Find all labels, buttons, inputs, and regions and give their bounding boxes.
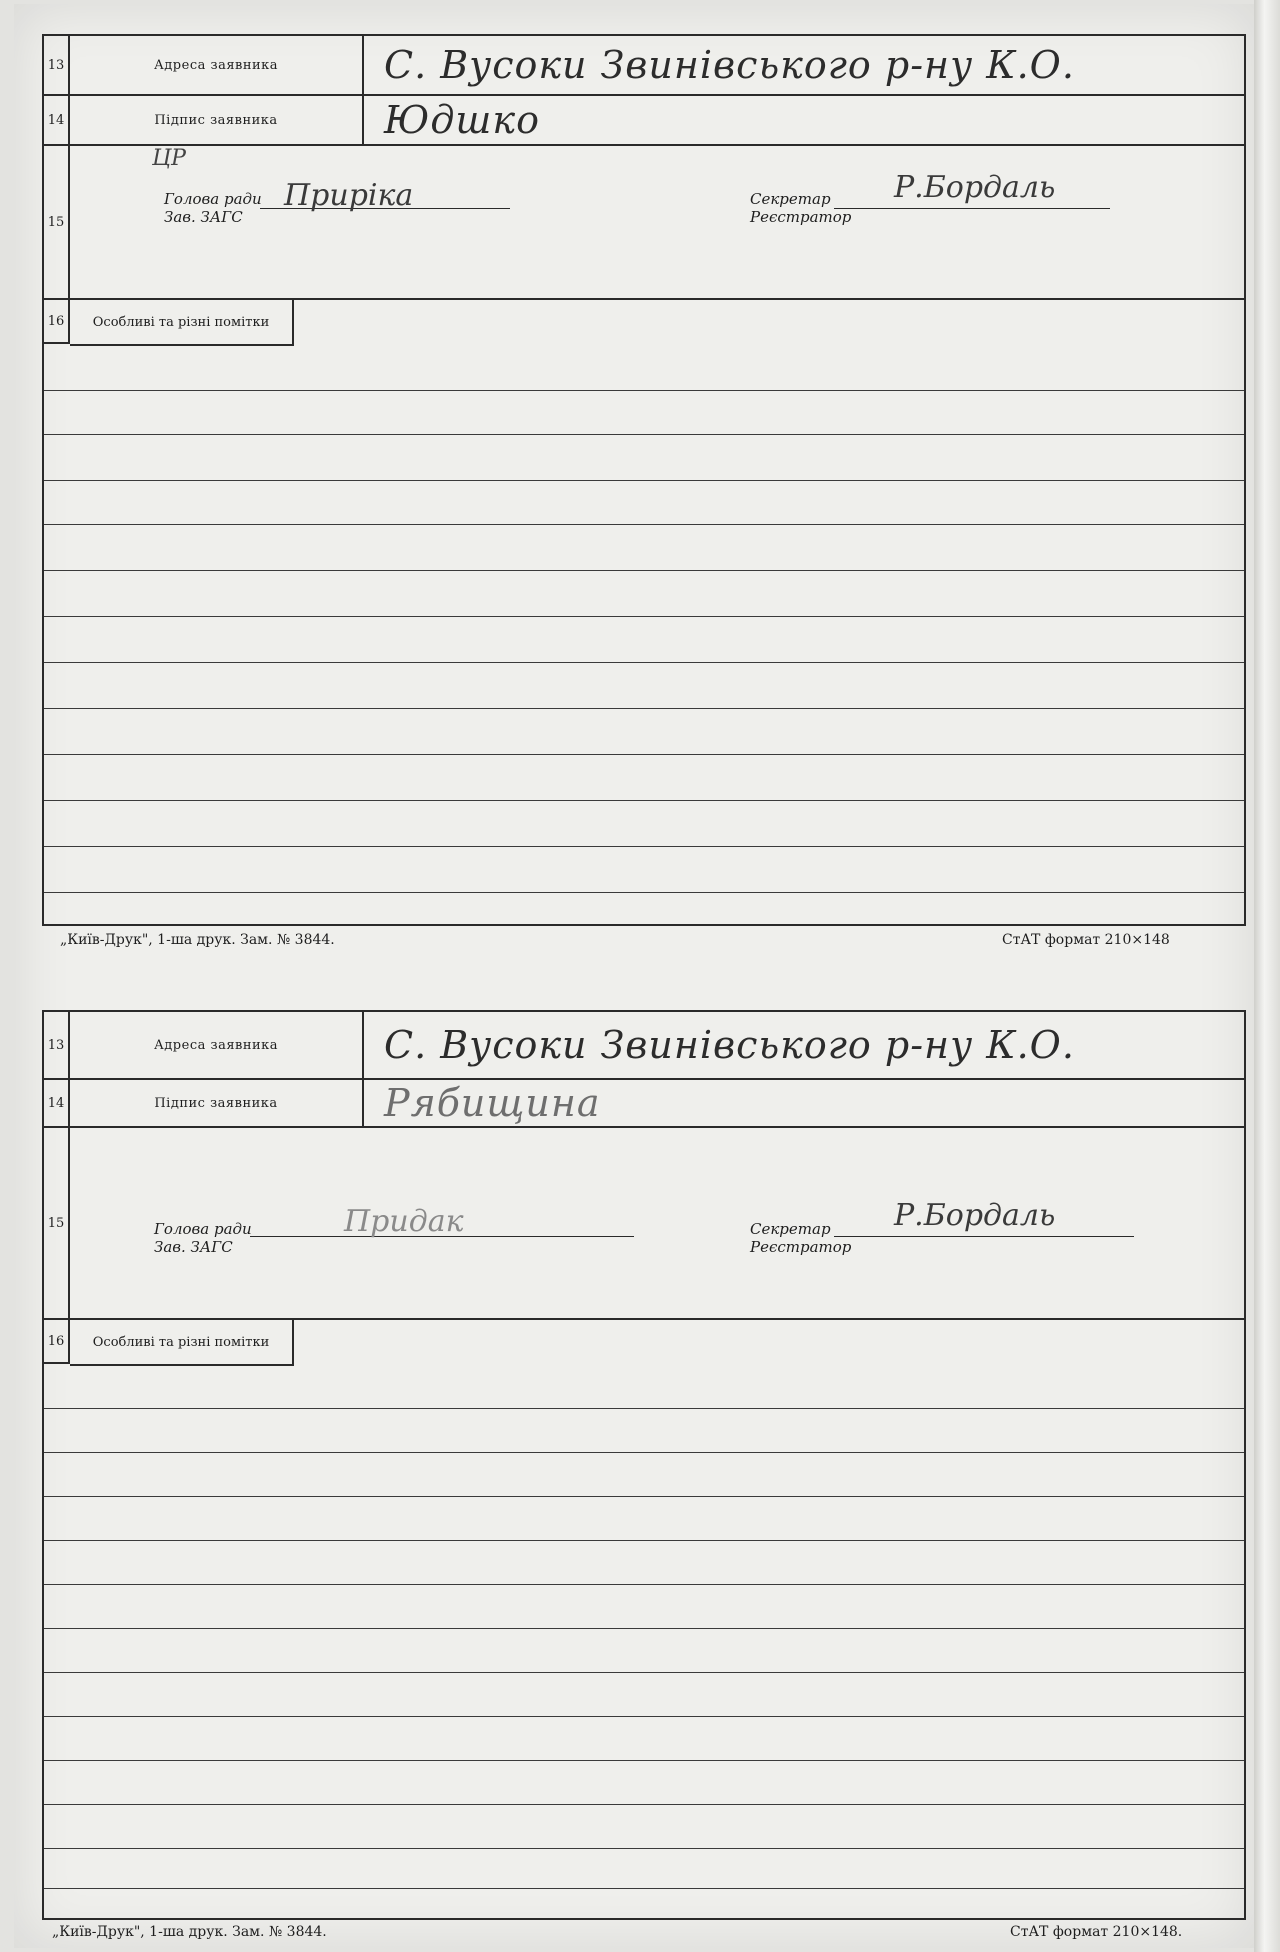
row-number: 13 (44, 36, 70, 94)
remarks-label: Особливі та різні помітки (70, 1320, 294, 1366)
address-value: С. Вусоки Звинівського р-ну К.О. (384, 1023, 1075, 1067)
row-number: 16 (44, 300, 70, 344)
remarks-line (44, 1848, 1244, 1849)
registry-head-label: Зав. ЗАГС (154, 1238, 233, 1256)
applicant-signature-label: Підпис заявника (70, 1080, 364, 1126)
secretary-label: Секретар (750, 190, 831, 208)
remarks-line (44, 754, 1244, 755)
handwritten-mark: ЦР (152, 146, 186, 171)
secretary-title (750, 1220, 851, 1256)
applicant-signature-row (44, 96, 1244, 146)
officials-row (44, 1128, 1244, 1320)
address-row (44, 1012, 1244, 1080)
applicant-signature-label: Підпис заявника (70, 96, 364, 144)
secretary-signature: Р.Бордаль (894, 170, 1056, 205)
remarks-line (44, 846, 1244, 847)
printer-imprint: „Київ-Друк", 1-ша друк. Зам. № 3844. (52, 1924, 327, 1940)
applicant-signature: Юдшко (384, 98, 540, 142)
registrar-label: Реєстратор (750, 1238, 852, 1256)
secretary-signature-line (834, 1236, 1134, 1237)
remarks-line (44, 892, 1244, 893)
remarks-line (44, 1584, 1244, 1585)
remarks-line (44, 390, 1244, 391)
applicant-signature-row (44, 1080, 1244, 1128)
registry-head-label: Зав. ЗАГС (164, 208, 243, 226)
head-signature: Придак (344, 1204, 464, 1239)
remarks-line (44, 480, 1244, 481)
applicant-signature: Рябищина (384, 1081, 601, 1125)
row-number: 15 (44, 146, 70, 298)
remarks-line (44, 1804, 1244, 1805)
address-row (44, 36, 1244, 96)
head-title (164, 190, 262, 226)
row-number: 13 (44, 1012, 70, 1078)
remarks-line (44, 1888, 1244, 1889)
remarks-line (44, 1716, 1244, 1717)
row-number: 14 (44, 1080, 70, 1126)
address-label: Адреса заявника (70, 36, 364, 94)
secretary-signature-line (834, 208, 1110, 209)
row-number: 16 (44, 1320, 70, 1364)
remarks-line (44, 1452, 1244, 1453)
remarks-line (44, 1672, 1244, 1673)
printer-imprint: „Київ-Друк", 1-ша друк. Зам. № 3844. (60, 932, 335, 948)
remarks-line (44, 524, 1244, 525)
remarks-line (44, 1408, 1244, 1409)
remarks-line (44, 1540, 1244, 1541)
remarks-line (44, 662, 1244, 663)
remarks-line (44, 570, 1244, 571)
remarks-line (44, 1628, 1244, 1629)
form-format: СтАТ формат 210×148 (1002, 932, 1170, 948)
form-format: СтАТ формат 210×148. (1010, 1924, 1183, 1940)
secretary-label: Секретар (750, 1220, 831, 1238)
row-number: 14 (44, 96, 70, 144)
head-signature: Приріка (284, 178, 414, 213)
head-label: Голова ради (164, 190, 262, 208)
record-form-1 (42, 34, 1246, 926)
officials-row (44, 146, 1244, 300)
head-title (154, 1220, 252, 1256)
remarks-line (44, 434, 1244, 435)
address-label: Адреса заявника (70, 1012, 364, 1078)
remarks-line (44, 616, 1244, 617)
secretary-signature: Р.Бордаль (894, 1198, 1056, 1233)
remarks-line (44, 1760, 1244, 1761)
head-label: Голова ради (154, 1220, 252, 1238)
remarks-label: Особливі та різні помітки (70, 300, 294, 346)
row-number: 15 (44, 1128, 70, 1318)
address-value: С. Вусоки Звинівського р-ну К.О. (384, 43, 1075, 87)
registrar-label: Реєстратор (750, 208, 852, 226)
remarks-line (44, 708, 1244, 709)
record-form-2 (42, 1010, 1246, 1920)
page-edge (1254, 0, 1280, 1952)
remarks-line (44, 800, 1244, 801)
remarks-line (44, 1496, 1244, 1497)
